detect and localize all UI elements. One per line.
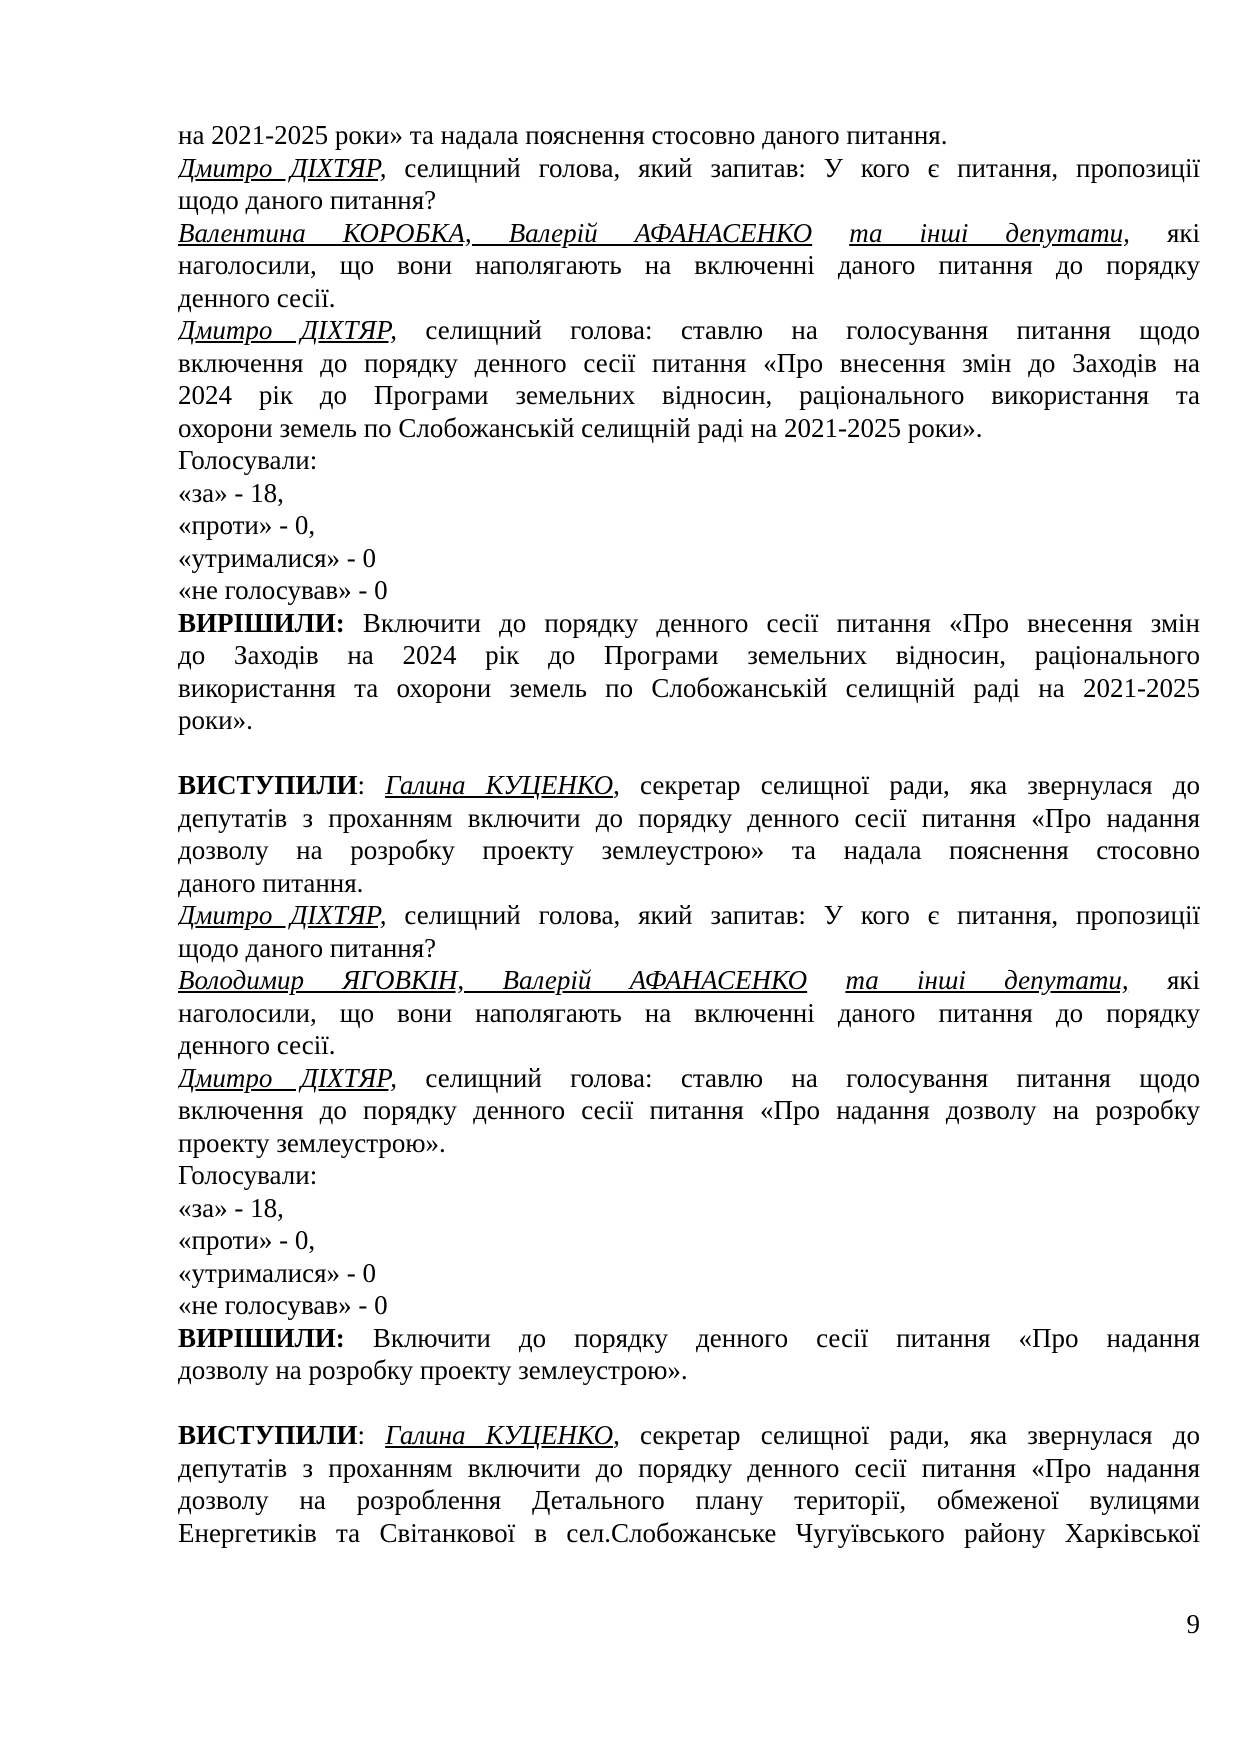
speaker-name: Галина КУЦЕНКО (385, 1420, 614, 1450)
paragraph-line: дозволу на розробку проекту землеустрою» та надала пояснення стосовно (178, 835, 1200, 865)
speaker-name: Дмитро ДІХТЯР, (178, 152, 387, 183)
speaker-names: та інші депутати, (849, 217, 1130, 248)
line-text: які (1128, 965, 1200, 995)
speaker-names: та інші депутати, (845, 965, 1129, 995)
vote-against: «проти» - 0, (178, 1225, 316, 1255)
decided-label: ВИРІШИЛИ: (178, 607, 345, 638)
speaker-name: Дмитро ДІХТЯР, (178, 315, 398, 345)
paragraph-line (178, 1419, 1200, 1452)
paragraph-line (178, 152, 1200, 185)
paragraph-line: даного питання. (178, 867, 364, 898)
line-text: селищний голова, який запитав: У кого є питання, пропозиції (386, 152, 1200, 183)
paragraph-line: денного сесії. (178, 282, 336, 313)
decision-line: використання та охорони земель по Слобожанській селищній раді на 2021-2025 (178, 672, 1200, 703)
line-text: селищний голова, який запитав: У кого є питання, пропозиції (386, 900, 1200, 930)
line-text: , секретар селищної ради, яка звернулася до (613, 1420, 1200, 1450)
decision-line (178, 607, 1200, 640)
paragraph-line: Енергетиків та Світанкової в сел.Слобожанське Чугуївського району Харківської (178, 1517, 1200, 1548)
speaker-names: Валентина КОРОБКА, Валерій АФАНАСЕНКО (178, 217, 813, 248)
paragraph-line (178, 964, 1200, 997)
paragraph-line: проекту землеустрою». (178, 1127, 446, 1158)
paragraph-line: на 2021-2025 роки» та надала пояснення стосовно даного питання. (178, 120, 948, 150)
paragraph-line (178, 899, 1200, 932)
paragraph-line: охорони земель по Слобожанській селищній раді на 2021-2025 роки». (178, 412, 983, 443)
line-text: Включити до порядку денного сесії питання «Про внесення змін (344, 607, 1200, 638)
line-text: які (1129, 217, 1200, 248)
vote-none: «не голосував» - 0 (178, 1290, 388, 1320)
speaker-name: Дмитро ДІХТЯР, (178, 900, 387, 930)
spoke-label: ВИСТУПИЛИ (178, 1420, 358, 1450)
paragraph-line: депутатів з проханням включити до порядку денного сесії питання «Про надання (178, 802, 1200, 833)
paragraph-line: включення до порядку денного сесії питання «Про надання дозволу на розробку (178, 1095, 1200, 1125)
votes-label: Голосували: (178, 1160, 318, 1190)
speaker-name: Дмитро ДІХТЯР, (178, 1062, 398, 1093)
vote-none: «не голосував» - 0 (178, 575, 388, 605)
paragraph-line: наголосили, що вони наполягають на включенні даного питання до порядку (178, 250, 1200, 280)
paragraph-line (178, 1062, 1200, 1095)
decision-line: роки». (178, 705, 253, 735)
decision-line: до Заходів на 2024 рік до Програми земельних відносин, раціонального (178, 640, 1200, 670)
paragraph-line (178, 769, 1200, 802)
line-text: Включити до порядку денного сесії питання «Про надання (344, 1322, 1200, 1353)
line-text: : (357, 1420, 386, 1450)
decision-line (178, 1322, 1200, 1355)
speaker-names: Володимир ЯГОВКІН, Валерій АФАНАСЕНКО (178, 965, 808, 995)
paragraph-gap (178, 737, 1200, 770)
vote-abstain: «утрималися» - 0 (178, 1257, 377, 1288)
decided-label: ВИРІШИЛИ: (178, 1322, 345, 1353)
paragraph-line: денного сесії. (178, 1030, 336, 1060)
vote-for: «за» - 18, (178, 477, 284, 508)
paragraph-line: наголосили, що вони наполягають на включенні даного питання до порядку (178, 997, 1200, 1028)
paragraph-line: щодо даного питання? (178, 185, 437, 215)
speaker-name: Галина КУЦЕНКО (385, 770, 614, 800)
paragraph-line (178, 314, 1200, 347)
vote-for: «за» - 18, (178, 1192, 284, 1223)
paragraph-line: депутатів з проханням включити до порядку денного сесії питання «Про надання (178, 1452, 1200, 1483)
vote-against: «проти» - 0, (178, 510, 316, 540)
paragraph-line: дозволу на розроблення Детального плану території, обмеженої вулицями (178, 1485, 1200, 1515)
line-text: селищний голова: ставлю на голосування питання щодо (397, 315, 1200, 345)
votes-label: Голосували: (178, 445, 318, 475)
paragraph-line: включення до порядку денного сесії питання «Про внесення змін до Заходів на (178, 347, 1200, 378)
decision-line: дозволу на розробку проекту землеустрою». (178, 1355, 688, 1385)
line-text: , секретар селищної ради, яка звернулася до (613, 770, 1200, 800)
paragraph-line (178, 217, 1200, 250)
paragraph-line: щодо даного питання? (178, 932, 437, 963)
paragraph-line: 2024 рік до Програми земельних відносин, раціонального використання та (178, 380, 1200, 410)
vote-abstain: «утрималися» - 0 (178, 542, 377, 573)
page-number: 9 (1186, 1609, 1200, 1639)
line-text: : (357, 770, 386, 800)
spoke-label: ВИСТУПИЛИ (178, 770, 358, 800)
line-text: селищний голова: ставлю на голосування питання щодо (397, 1062, 1200, 1093)
document-body (178, 119, 1200, 1549)
paragraph-gap (178, 1387, 1200, 1420)
